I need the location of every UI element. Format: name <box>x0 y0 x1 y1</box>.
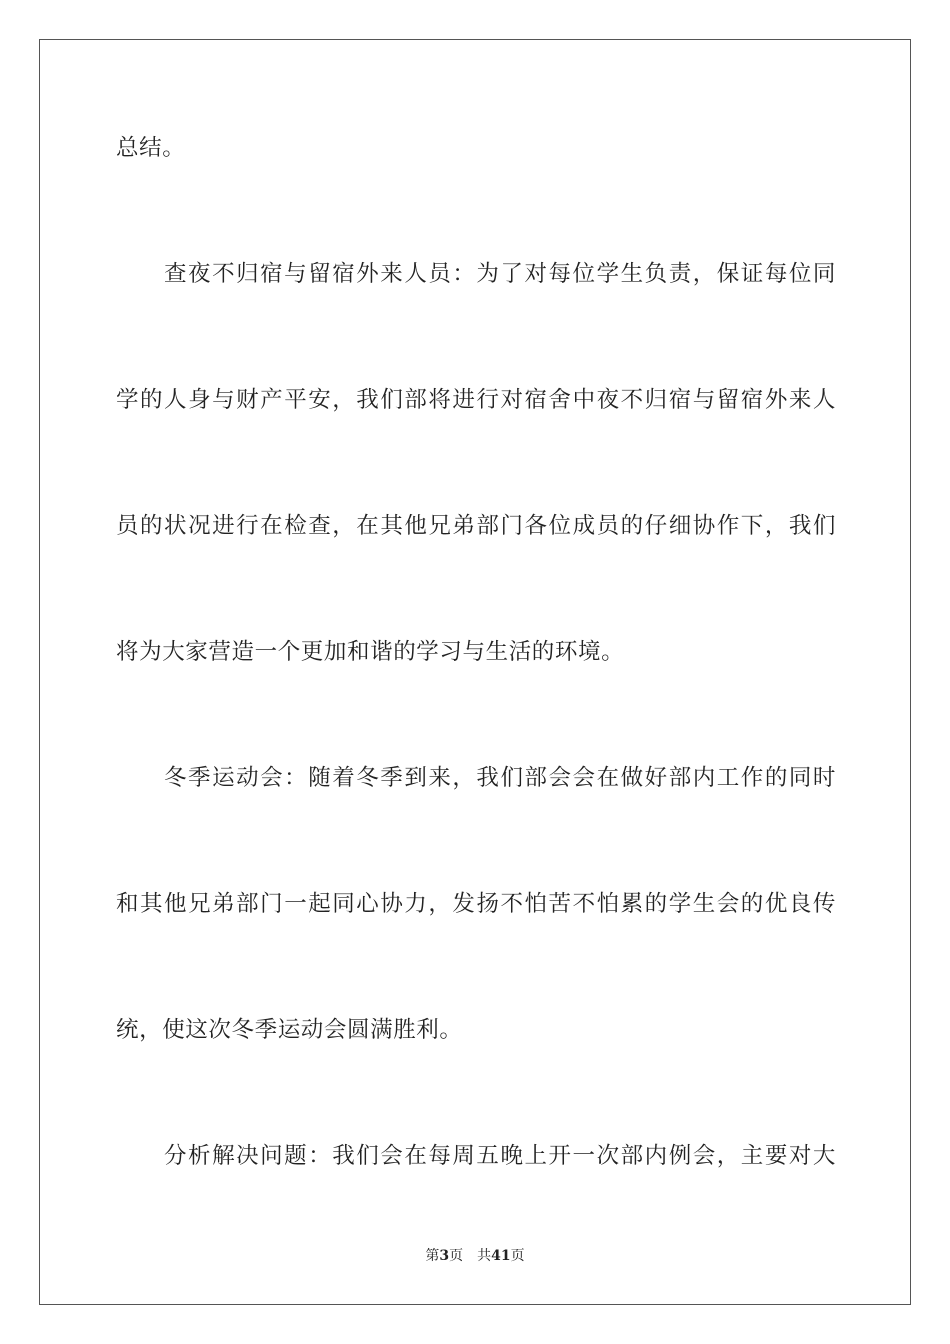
paragraph-first-line: 冬季运动会：随着冬季到来，我们部会会在做好部内工作的同时 <box>164 765 836 791</box>
text-line: 总结。 <box>116 135 186 161</box>
current-page-number: 3 <box>439 1248 450 1264</box>
paragraph-first-line: 分析解决问题：我们会在每周五晚上开一次部内例会，主要对大 <box>164 1143 836 1169</box>
text-line: 员的状况进行在检查，在其他兄弟部门各位成员的仔细协作下，我们 <box>116 513 836 539</box>
text-line: 学的人身与财产平安，我们部将进行对宿舍中夜不归宿与留宿外来人 <box>116 387 836 413</box>
footer-prefix: 第 <box>425 1248 440 1264</box>
total-pages-number: 41 <box>491 1248 511 1264</box>
text-line: 将为大家营造一个更加和谐的学习与生活的环境。 <box>116 639 625 665</box>
text-line: 和其他兄弟部门一起同心协力，发扬不怕苦不怕累的学生会的优良传 <box>116 891 836 917</box>
footer-total-suffix: 页 <box>510 1248 525 1264</box>
footer-page-suffix: 页 <box>449 1248 464 1264</box>
page-border <box>39 39 911 1305</box>
footer-total-prefix: 共 <box>477 1248 492 1264</box>
page-footer <box>0 1246 950 1266</box>
text-line: 统，使这次冬季运动会圆满胜利。 <box>116 1017 463 1043</box>
paragraph-first-line: 查夜不归宿与留宿外来人员：为了对每位学生负责，保证每位同 <box>164 261 836 287</box>
